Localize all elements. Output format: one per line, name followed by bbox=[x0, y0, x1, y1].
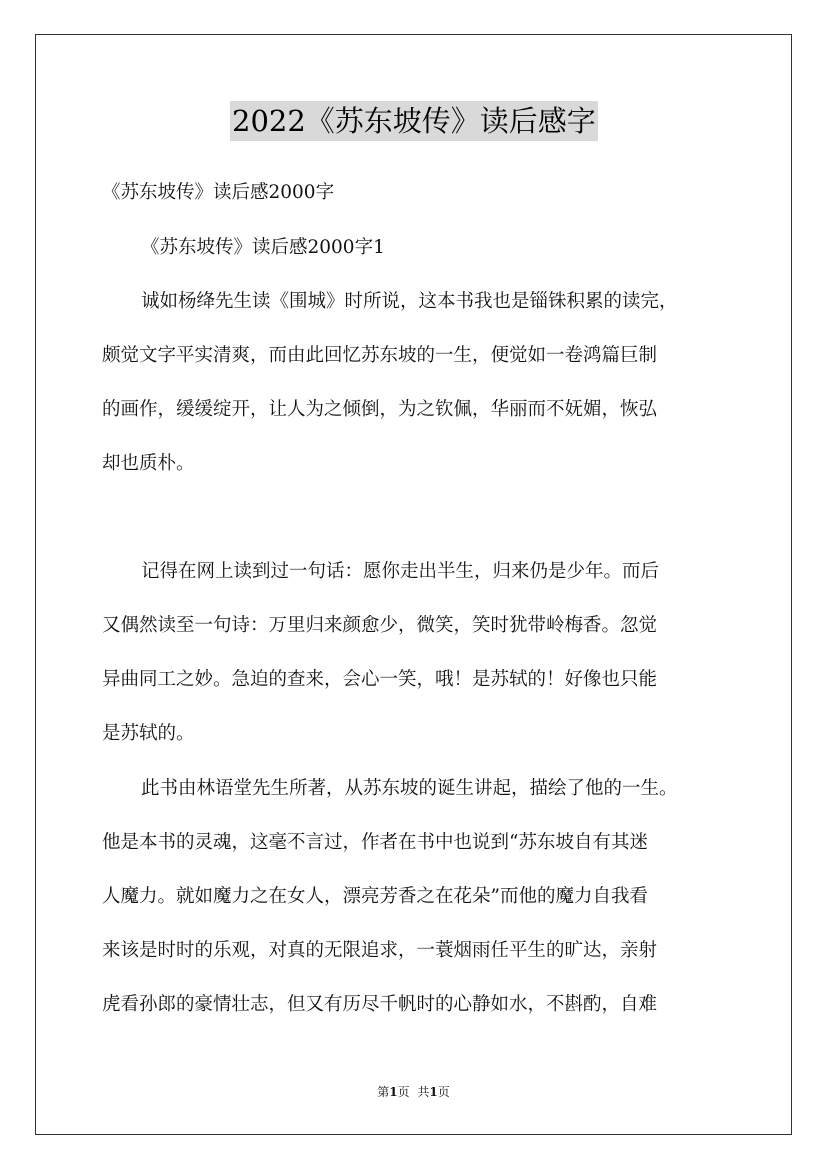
page-footer bbox=[0, 1084, 827, 1100]
total-suffix: 页 bbox=[437, 1085, 450, 1099]
total-pages: 1 bbox=[429, 1085, 438, 1099]
page-number: 1 bbox=[389, 1085, 398, 1099]
section-heading: 《苏东坡传》读后感2000字1 bbox=[141, 237, 385, 258]
paragraph-line: 异曲同工之妙。急迫的查来，会心一笑，哦！是苏轼的！好像也只能 bbox=[102, 669, 658, 690]
paragraph-line: 却也质朴。 bbox=[102, 453, 195, 474]
paragraph-line: 记得在网上读到过一句话：愿你走出半生，归来仍是少年。而后 bbox=[141, 561, 660, 582]
paragraph-line: 是苏轼的。 bbox=[102, 723, 195, 744]
paragraph-line: 来该是时时的乐观，对真的无限追求，一蓑烟雨任平生的旷达，亲射 bbox=[102, 940, 658, 961]
document-title: 2022《苏东坡传》读后感字 bbox=[230, 101, 598, 141]
total-prefix: 共 bbox=[417, 1085, 430, 1099]
paragraph-line: 虎看孙郎的豪情壮志，但又有历尽千帆时的心静如水，不斟酌，自难 bbox=[102, 994, 658, 1015]
paragraph-line: 的画作，缓缓绽开，让人为之倾倒，为之钦佩，华丽而不妩媚，恢弘 bbox=[102, 399, 658, 420]
paragraph-line: 又偶然读至一句诗：万里归来颜愈少，微笑，笑时犹带岭梅香。忽觉 bbox=[102, 615, 658, 636]
paragraph-line: 此书由林语堂先生所著，从苏东坡的诞生讲起，描绘了他的一生。 bbox=[141, 778, 678, 799]
page-prefix: 第 bbox=[377, 1085, 390, 1099]
paragraph-line: 人魔力。就如魔力之在女人，漂亮芳香之在花朵”而他的魔力自我看 bbox=[102, 886, 648, 907]
document-subtitle: 《苏东坡传》读后感2000字 bbox=[102, 182, 335, 203]
paragraph-line: 诚如杨绛先生读《围城》时所说，这本书我也是锱铢积累的读完， bbox=[141, 291, 678, 312]
paragraph-line: 他是本书的灵魂，这毫不言过，作者在书中也说到“苏东坡自有其迷 bbox=[102, 832, 648, 853]
page-suffix: 页 bbox=[397, 1085, 410, 1099]
paragraph-line: 颇觉文字平实清爽，而由此回忆苏东坡的一生，便觉如一卷鸿篇巨制 bbox=[102, 345, 658, 366]
